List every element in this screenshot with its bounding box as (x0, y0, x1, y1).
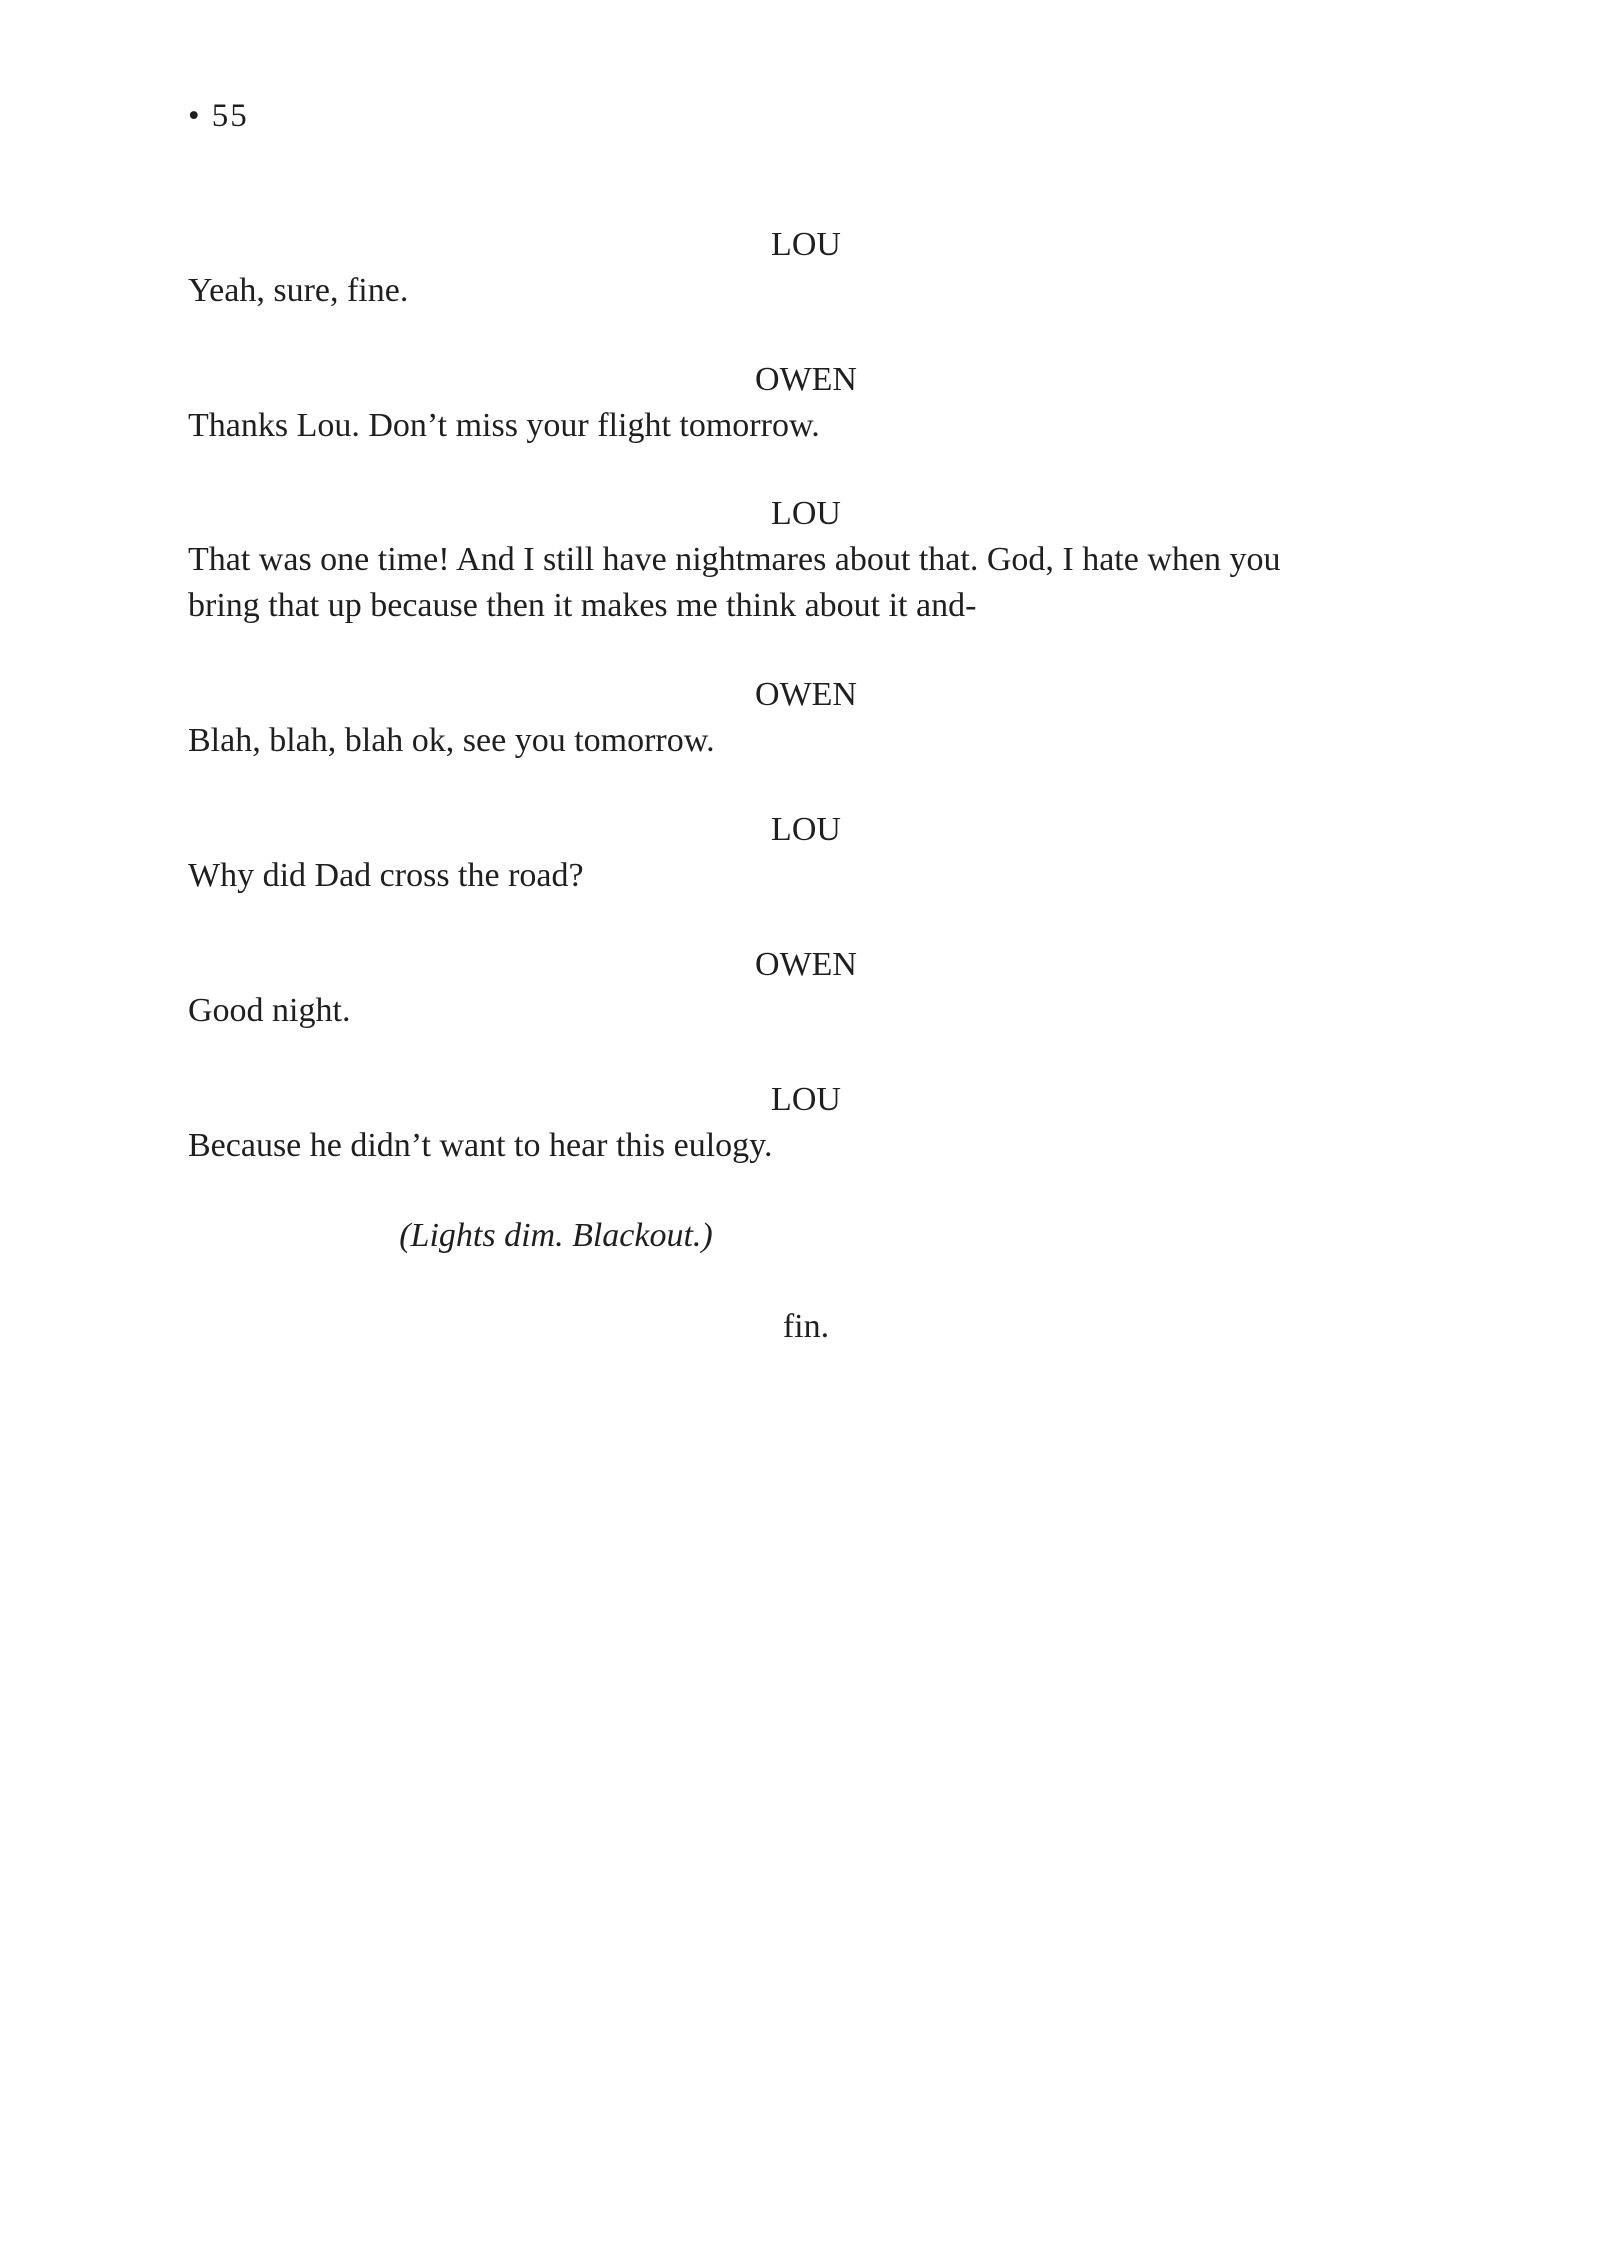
dialogue-line: Blah, blah, blah ok, see you tomorrow. (188, 722, 715, 759)
dialogue-line: Why did Dad cross the road? (188, 857, 584, 894)
speaker-name: LOU (771, 811, 841, 848)
stage-direction: (Lights dim. Blackout.) (399, 1217, 713, 1254)
speaker-name: OWEN (755, 946, 857, 983)
speaker-name: LOU (771, 226, 841, 263)
speaker-name: LOU (771, 495, 841, 532)
dialogue-line: Because he didn’t want to hear this eulogy. (188, 1127, 773, 1164)
dialogue-line: That was one time! And I still have nightmares about that. God, I hate when you (188, 541, 1281, 578)
dialogue-line: bring that up because then it makes me think about it and- (188, 587, 977, 624)
speaker-name: OWEN (755, 676, 857, 713)
dialogue-line: Yeah, sure, fine. (188, 272, 409, 309)
dialogue-line: Thanks Lou. Don’t miss your flight tomorrow. (188, 407, 820, 444)
speaker-name: OWEN (755, 361, 857, 398)
dialogue-line: Good night. (188, 992, 351, 1029)
page-number: • 55 (188, 98, 249, 134)
end-mark: fin. (782, 1308, 830, 1345)
speaker-name: LOU (771, 1081, 841, 1118)
